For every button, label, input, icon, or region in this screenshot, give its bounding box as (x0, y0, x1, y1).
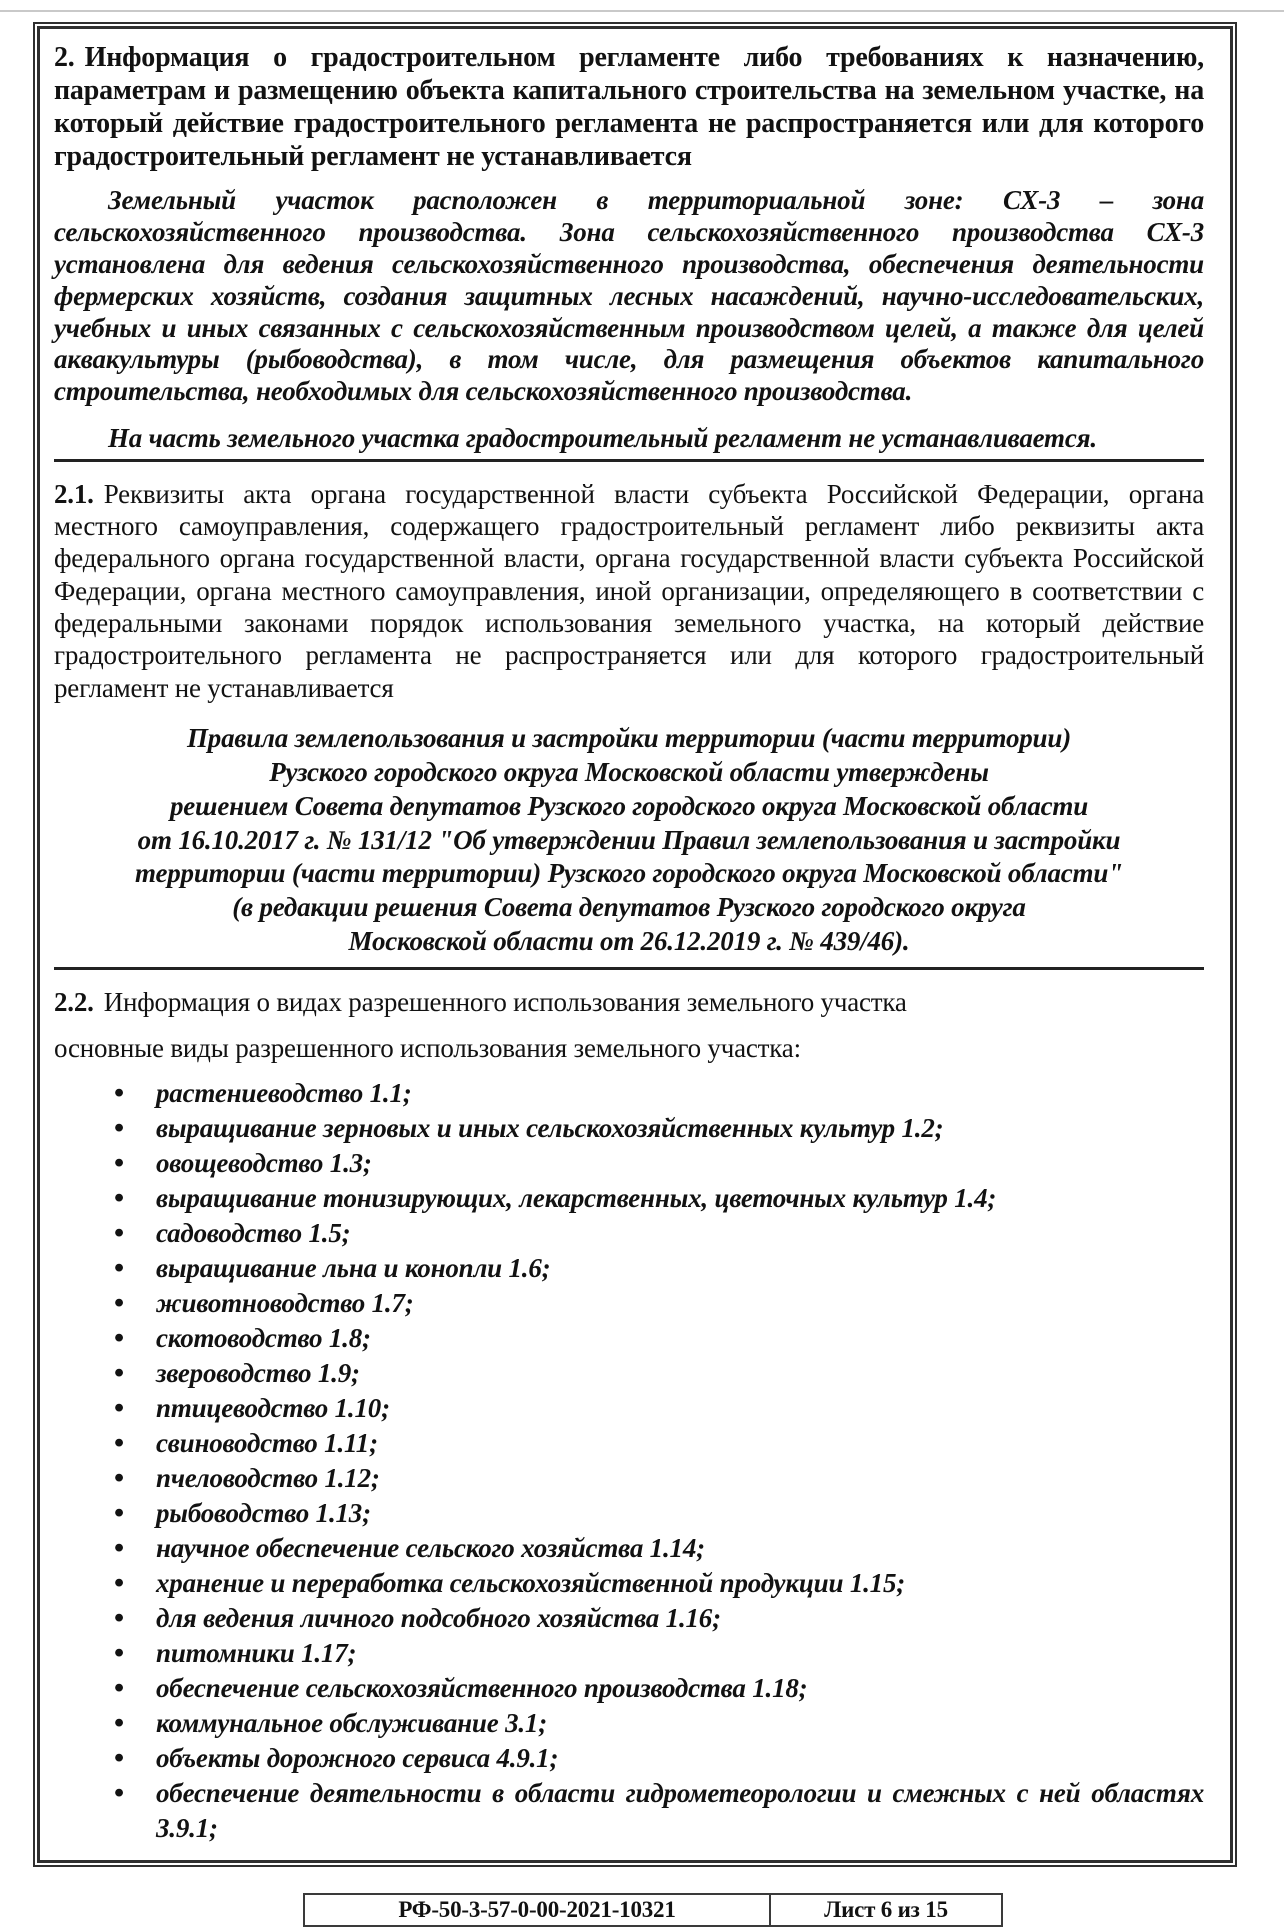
list-item: • объекты дорожного сервиса 4.9.1; (110, 1741, 1204, 1776)
document-number-cell: РФ-50-3-57-0-00-2021-10321 (305, 1895, 771, 1925)
section-2-number: 2. (54, 42, 75, 73)
footer-table (303, 1893, 1003, 1927)
act-line: территории (части территории) Рузского городского округа Московской области" (135, 858, 1123, 889)
list-item: • рыбоводство 1.13; (110, 1496, 1204, 1531)
list-item: • звероводство 1.9; (110, 1356, 1204, 1391)
act-line: решением Совета депутатов Рузского городского округа Московской области (169, 790, 1089, 821)
section-2-1-title: Реквизиты акта органа государственной власти субъекта Российской Федерации, органа местного самоуправления, содержащего градостроительный регламент либо реквизиты акта федерального органа государственной власти, органа государственной власти субъекта Российской Федерации, органа местного самоуправления, иной организации, определяющего в соответствии с федеральными законами порядок использования земельного участка, на который действие градостроительного регламента не распространяется или для которого градостроительный регламент не устанавливается (54, 478, 1204, 703)
list-item: • питомники 1.17; (110, 1636, 1204, 1671)
list-item: • научное обеспечение сельского хозяйства 1.14; (110, 1531, 1204, 1566)
section-2-title: Информация о градостроительном регламенте либо требованиях к назначению, параметрам и размещению объекта капитального строительства на земельном участке, на который действие градостроительного регламента не распространяется или для которого градостроительный регламент не устанавливается (54, 42, 1204, 173)
act-line: Московской области от 26.12.2019 г. № 439/46). (348, 925, 910, 956)
act-details (54, 722, 1204, 958)
list-item: • обеспечение деятельности в области гидрометеорологии и смежных с ней областях 3.9.1; (110, 1776, 1204, 1846)
section-2-1-number: 2.1. (54, 478, 94, 509)
section-2-heading (54, 41, 1204, 173)
section-2-1-heading (54, 478, 1204, 705)
list-item: • растениеводство 1.1; (110, 1076, 1204, 1111)
list-item: • садоводство 1.5; (110, 1216, 1204, 1251)
no-regulation-note: На часть земельного участка градостроительный регламент не устанавливается. (54, 422, 1204, 461)
section-2-2-title: Информация о видах разрешенного использования земельного участка (103, 986, 907, 1017)
act-line: Рузского городского округа Московской области утверждены (269, 757, 989, 788)
list-item: • для ведения личного подсобного хозяйства 1.16; (110, 1601, 1204, 1636)
list-item: • свиноводство 1.11; (110, 1426, 1204, 1461)
permitted-uses-list (54, 1076, 1204, 1846)
list-item: • животноводство 1.7; (110, 1286, 1204, 1321)
list-item: • выращивание льна и конопли 1.6; (110, 1251, 1204, 1286)
sheet-number-cell: Лист 6 из 15 (824, 1897, 948, 1922)
act-line: от 16.10.2017 г. № 131/12 "Об утверждении Правил землепользования и застройки (137, 824, 1121, 855)
list-item: • обеспечение сельскохозяйственного производства 1.18; (110, 1671, 1204, 1706)
list-item: • выращивание тонизирующих, лекарственных, цветочных культур 1.4; (110, 1181, 1204, 1216)
uses-intro: основные виды разрешенного использования земельного участка: (54, 1032, 801, 1063)
section-2-2-number: 2.2. (54, 986, 94, 1017)
list-item: • хранение и переработка сельскохозяйственной продукции 1.15; (110, 1566, 1204, 1601)
top-divider-line (0, 10, 1284, 12)
horizontal-rule (54, 967, 1204, 970)
list-item: • овощеводство 1.3; (110, 1146, 1204, 1181)
act-line: Правила землепользования и застройки территории (части территории) (187, 723, 1071, 754)
zone-description-paragraph: Земельный участок расположен в территориальной зоне: СХ-3 – зона сельскохозяйственного производства. Зона сельскохозяйственного производства СХ-3 установлена для ведения сельскохозяйственного производства, обеспечения деятельности фермерских хозяйств, создания защитных лесных насаждений, научно-исследовательских, учебных и иных связанных с сельскохозяйственным производством целей, а также для целей аквакультуры (рыбоводства), в том числе, для размещения объектов капитального строительства, необходимых для сельскохозяйственного производства. (54, 185, 1204, 407)
section-2-2-heading (54, 986, 1204, 1018)
list-item: • коммунальное обслуживание 3.1; (110, 1706, 1204, 1741)
list-item: • выращивание зерновых и иных сельскохозяйственных культур 1.2; (110, 1111, 1204, 1146)
list-item: • птицеводство 1.10; (110, 1391, 1204, 1426)
act-line: (в редакции решения Совета депутатов Рузского городского округа (232, 892, 1026, 923)
document-content (37, 26, 1233, 1863)
list-item: • скотоводство 1.8; (110, 1321, 1204, 1356)
document-frame (33, 22, 1237, 1867)
list-item: • пчеловодство 1.12; (110, 1461, 1204, 1496)
